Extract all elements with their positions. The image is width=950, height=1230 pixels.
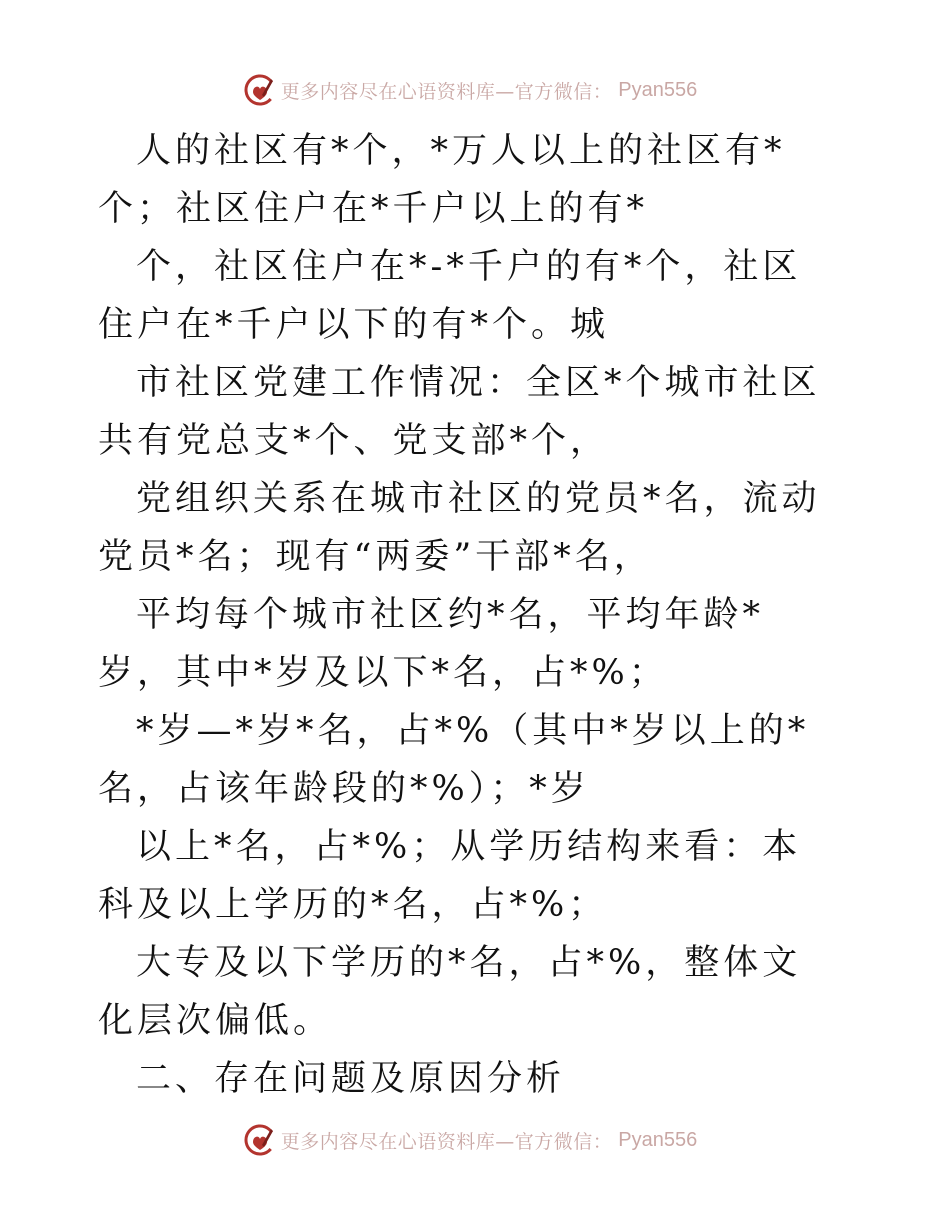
- heart-pen-logo-icon: [243, 73, 277, 107]
- body-paragraph: 人的社区有*个，*万人以上的社区有*个；社区住户在*千户以上的有*: [98, 131, 786, 229]
- heart-pen-logo-icon: [243, 1123, 277, 1157]
- body-paragraph: *岁—*岁*名，占*%（其中*岁以上的*名，占该年龄段的*%）；*岁: [98, 711, 810, 809]
- body-paragraph: 大专及以下学历的*名，占*%，整体文化层次偏低。: [98, 943, 802, 1041]
- header-banner-text: 更多内容尽在心语资料库—官方微信：: [280, 80, 613, 103]
- footer-banner-inner: [243, 1123, 697, 1157]
- header-watermark-banner: [0, 70, 950, 110]
- footer-watermark-banner: [0, 1120, 950, 1160]
- header-banner-id: Pyan556: [618, 78, 698, 101]
- body-paragraph: 以上*名，占*%；从学历结构来看：本科及以上学历的*名，占*%；: [98, 827, 802, 925]
- body-paragraph: 党组织关系在城市社区的党员*名，流动党员*名；现有“两委”干部*名，: [98, 479, 821, 577]
- body-paragraph: 市社区党建工作情况：全区*个城市社区共有党总支*个、党支部*个，: [98, 363, 821, 461]
- body-paragraph: 平均每个城市社区约*名，平均年龄*岁，其中*岁及以下*名，占*%；: [98, 595, 765, 693]
- footer-banner-id: Pyan556: [618, 1128, 698, 1151]
- body-paragraph: 个，社区住户在*-*千户的有*个，社区住户在*千户以下的有*个。城: [98, 247, 802, 345]
- header-banner-inner: [243, 73, 697, 107]
- document-body: [98, 122, 838, 1108]
- section-heading: 二、存在问题及原因分析: [136, 1059, 566, 1099]
- footer-banner-text: 更多内容尽在心语资料库—官方微信：: [280, 1130, 613, 1153]
